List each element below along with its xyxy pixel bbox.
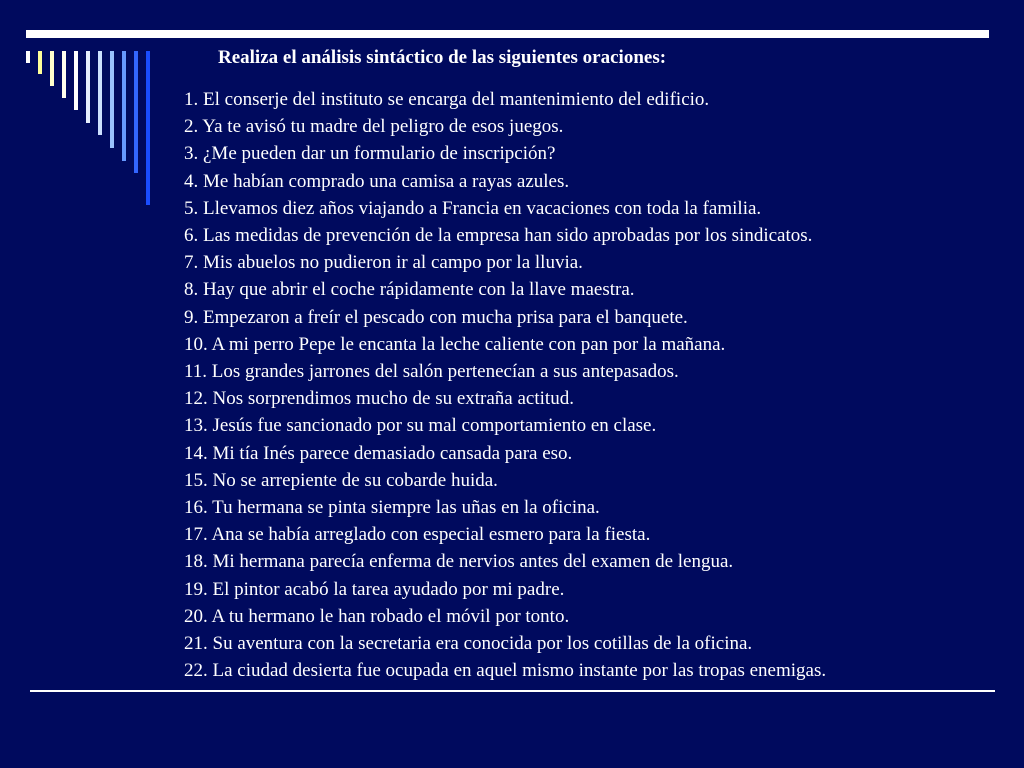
sentence-item: 5. Llevamos diez años viajando a Francia en vacaciones con toda la familia. xyxy=(184,197,762,219)
sentence-item: 11. Los grandes jarrones del salón pertenecían a sus antepasados. xyxy=(184,361,679,383)
sentence-item: 17. Ana se había arreglado con especial esmero para la fiesta. xyxy=(184,524,651,546)
decorative-line xyxy=(62,51,66,98)
sentence-item: 4. Me habían comprado una camisa a rayas azules. xyxy=(184,170,570,192)
sentence-item: 13. Jesús fue sancionado por su mal comportamiento en clase. xyxy=(184,415,657,437)
decorative-line xyxy=(98,51,102,135)
decorative-line xyxy=(38,51,42,74)
decorative-line xyxy=(50,51,54,86)
decorative-line xyxy=(146,51,150,205)
sentence-item: 16. Tu hermana se pinta siempre las uñas en la oficina. xyxy=(184,497,600,519)
page-title: Realiza el análisis sintáctico de las siguientes oraciones: xyxy=(218,47,667,68)
bottom-divider xyxy=(30,690,995,692)
decorative-line xyxy=(134,51,138,173)
sentence-item: 2. Ya te avisó tu madre del peligro de esos juegos. xyxy=(184,116,564,138)
sentence-item: 22. La ciudad desierta fue ocupada en aquel mismo instante por las tropas enemigas. xyxy=(184,660,827,682)
sentence-list xyxy=(184,86,826,684)
decorative-line xyxy=(74,51,78,110)
decorative-line xyxy=(26,51,30,63)
sentence-item: 15. No se arrepiente de su cobarde huida. xyxy=(184,469,498,491)
sentence-item: 8. Hay que abrir el coche rápidamente con la llave maestra. xyxy=(184,279,635,301)
sentence-item: 10. A mi perro Pepe le encanta la leche caliente con pan por la mañana. xyxy=(184,333,726,355)
decorative-line xyxy=(110,51,114,148)
sentence-item: 1. El conserje del instituto se encarga del mantenimiento del edificio. xyxy=(184,89,710,110)
decorative-line xyxy=(86,51,90,123)
sentence-item: 9. Empezaron a freír el pescado con mucha prisa para el banquete. xyxy=(184,306,688,328)
sentence-item: 21. Su aventura con la secretaria era conocida por los cotillas de la oficina. xyxy=(184,633,753,655)
sentence-item: 3. ¿Me pueden dar un formulario de inscripción? xyxy=(184,143,556,165)
decorative-line xyxy=(122,51,126,161)
sentence-item: 6. Las medidas de prevención de la empresa han sido aprobadas por los sindicatos. xyxy=(184,225,813,247)
sentence-item: 18. Mi hermana parecía enferma de nervios antes del examen de lengua. xyxy=(184,551,734,573)
sentence-item: 12. Nos sorprendimos mucho de su extraña actitud. xyxy=(184,388,574,410)
sentence-item: 20. A tu hermano le han robado el móvil por tonto. xyxy=(184,605,570,627)
sentence-item: 19. El pintor acabó la tarea ayudado por mi padre. xyxy=(184,578,565,600)
sentence-item: 7. Mis abuelos no pudieron ir al campo por la lluvia. xyxy=(184,252,583,274)
sentence-item: 14. Mi tía Inés parece demasiado cansada para eso. xyxy=(184,442,573,464)
decorative-vertical-lines xyxy=(0,0,180,220)
